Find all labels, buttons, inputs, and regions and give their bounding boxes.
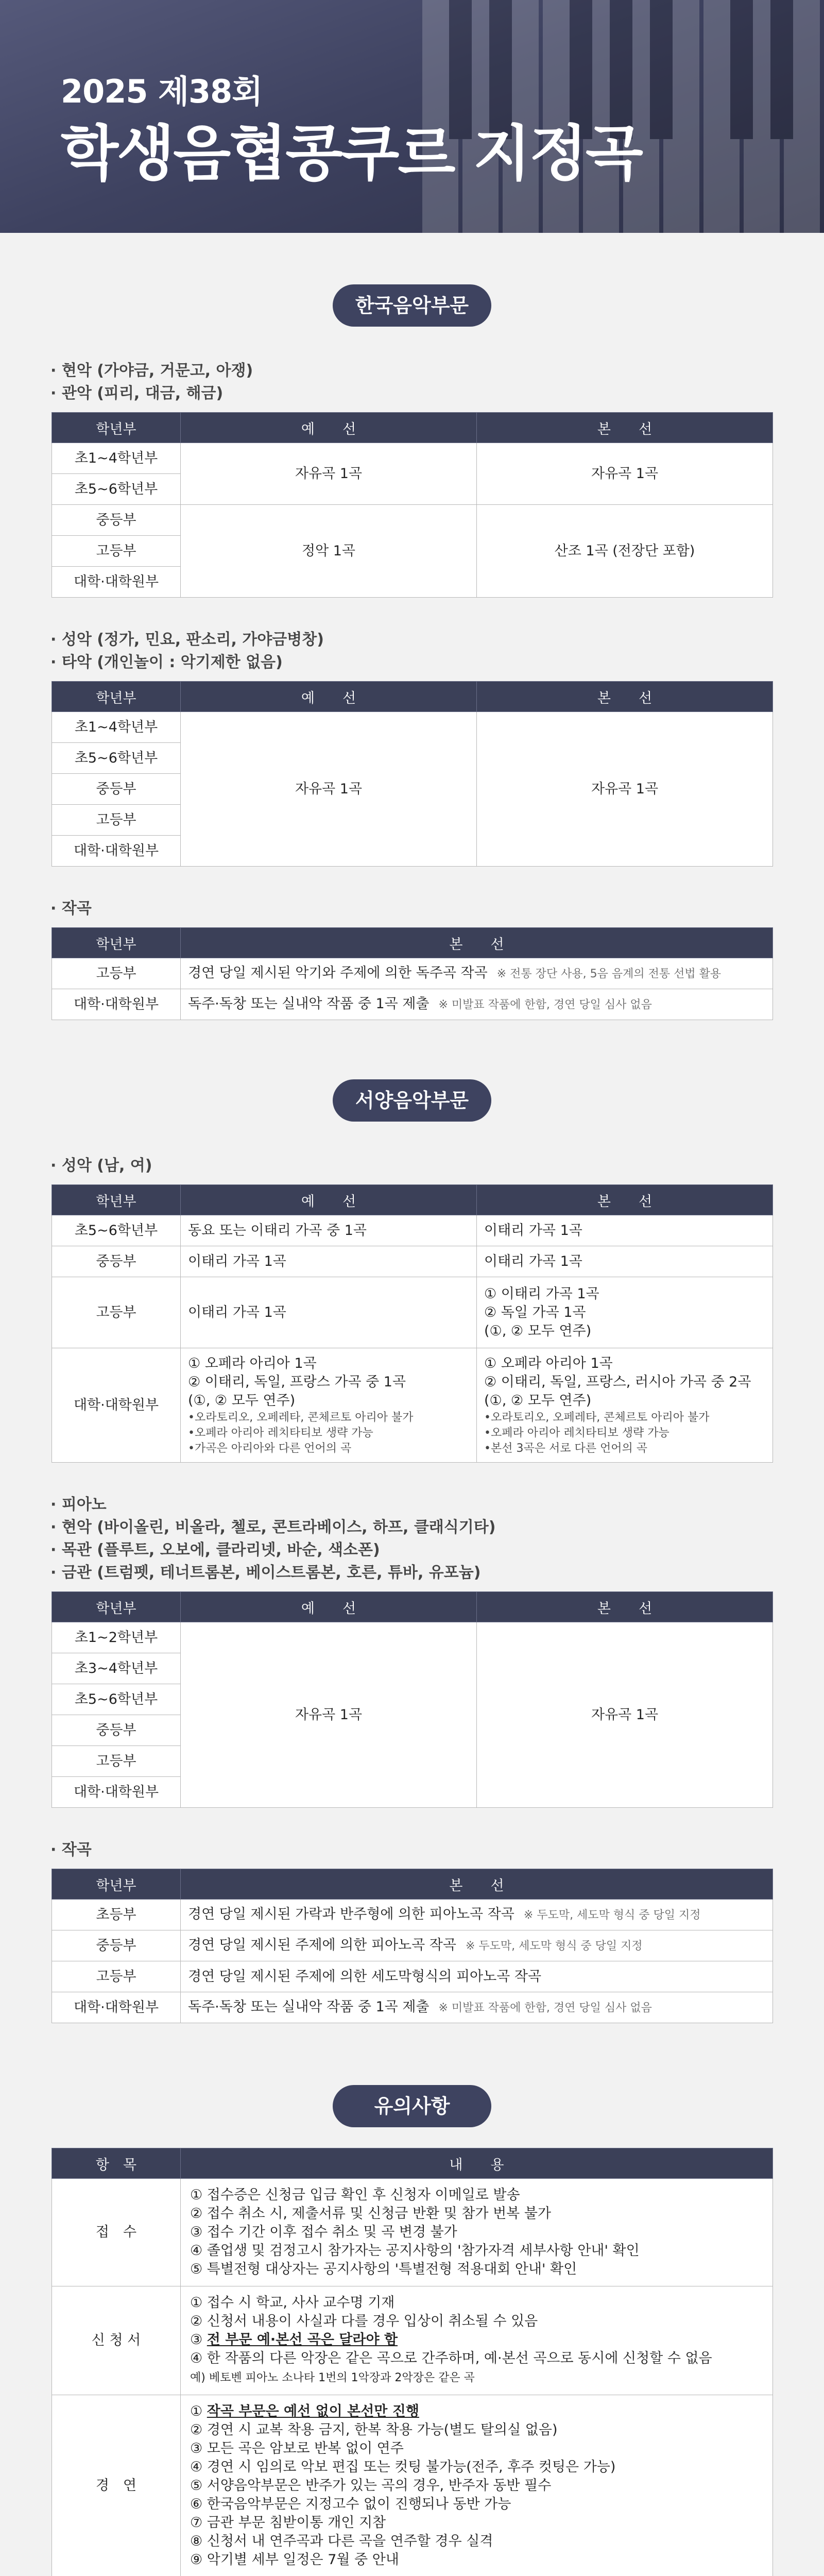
notice-item-number: ⑧ (190, 2533, 207, 2549)
grade-cell: 대학·대학원부 (52, 1777, 181, 1808)
table-header: 예 선 (181, 1185, 477, 1215)
grade-cell: 초5~6학년부 (52, 1684, 181, 1715)
table-row (52, 1961, 773, 1992)
grade-cell: 대학·대학원부 (52, 836, 181, 867)
table-row (52, 2395, 773, 2576)
notice-item-text: 경연 시 임의로 악보 편집 또는 컷팅 불가능(전주, 후주 컷팅은 가능) (207, 2459, 616, 2475)
notice-item-number: ⑥ (190, 2496, 207, 2512)
repertoire-note: • 본선 3곡은 서로 다른 언어의 곡 (484, 1441, 765, 1456)
grade-cell: 중등부 (52, 1715, 181, 1746)
grade-cell: 중등부 (52, 505, 181, 536)
notice-item (190, 2532, 763, 2551)
notice-item-number: ④ (190, 2459, 207, 2475)
hero-banner (0, 0, 824, 233)
table-header: 학년부 (52, 1869, 181, 1900)
table-header: 학년부 (52, 682, 181, 712)
table-header: 예 선 (181, 413, 477, 443)
western-instrument-table (52, 1591, 773, 1808)
repertoire-line: 이태리 가곡 1곡 (188, 1253, 286, 1269)
grade-cell: 초1~2학년부 (52, 1622, 181, 1653)
table-header: 본 선 (477, 682, 773, 712)
repertoire-line: 이태리 가곡 1곡 (188, 1304, 286, 1320)
prelim-cell: 정악 1곡 (181, 505, 477, 598)
repertoire-note: • 오페라 아리아 레치타티보 생략 가능 (188, 1426, 469, 1441)
repertoire-line: ① 오페라 아리아 1곡 (484, 1355, 613, 1371)
composition-cell (181, 958, 773, 989)
table-row (52, 1277, 773, 1348)
category-list (50, 1155, 824, 1177)
notice-category: 접 수 (52, 2179, 181, 2286)
notice-item-number: ③ (190, 2441, 207, 2456)
grade-cell: 중등부 (52, 1246, 181, 1277)
category-label: · 성악 (남, 여) (50, 1155, 824, 1177)
notice-item-number: ② (190, 2313, 207, 2329)
notice-item-number: ④ (190, 2243, 207, 2259)
composition-note: ※ 두도막, 세도막 형식 중 당일 지정 (523, 1908, 701, 1922)
composition-text: 경연 당일 제시된 주제에 의한 세도막형식의 피아노곡 작곡 (188, 1968, 542, 1985)
grade-cell: 초1~4학년부 (52, 443, 181, 474)
notice-item (190, 2242, 763, 2260)
western-composition-table (52, 1869, 773, 2023)
notice-item-text: 졸업생 및 검정고시 참가자는 공지사항의 '참가자격 세부사항 안내' 확인 (207, 2243, 640, 2259)
grade-cell: 고등부 (52, 1277, 181, 1348)
western-vocal-table (52, 1184, 773, 1463)
category-label: · 현악 (가야금, 거문고, 아쟁) (50, 360, 824, 382)
table-header: 예 선 (181, 682, 477, 712)
notice-item (190, 2331, 763, 2349)
repertoire-line: 이태리 가곡 1곡 (484, 1222, 582, 1239)
table-row (52, 1348, 773, 1463)
prelim-cell (181, 1246, 477, 1277)
grade-cell: 대학·대학원부 (52, 989, 181, 1020)
notice-item-text: 악기별 세부 일정은 7월 중 안내 (207, 2552, 399, 2568)
grade-cell: 초1~4학년부 (52, 712, 181, 743)
notice-item-number: ① (190, 2187, 207, 2203)
notice-item-text: 예) 베토벤 피아노 소나타 1번의 1악장과 2악장은 같은 곡 (190, 2371, 475, 2384)
notice-item (190, 2260, 763, 2279)
notice-item-number: ② (190, 2422, 207, 2438)
category-label: · 성악 (정가, 민요, 판소리, 가야금병창) (50, 629, 824, 651)
notice-item-number: ① (190, 2403, 207, 2419)
notice-item (190, 2312, 763, 2331)
grade-cell: 초5~6학년부 (52, 1215, 181, 1246)
repertoire-note: • 오페라 아리아 레치타티보 생략 가능 (484, 1426, 765, 1441)
notice-item-number: ⑤ (190, 2478, 207, 2494)
grade-cell: 고등부 (52, 1746, 181, 1777)
notice-item (190, 2477, 763, 2495)
notice-item-number: ① (190, 2295, 207, 2311)
composition-text: 독주·독창 또는 실내악 작품 중 1곡 제출 (188, 1998, 430, 2015)
category-list (50, 1839, 824, 1861)
table-header: 내 용 (181, 2148, 773, 2179)
korean-vocal-percussion-table (52, 681, 773, 867)
composition-note: ※ 전통 장단 사용, 5음 음계의 전통 선법 활용 (496, 967, 722, 980)
table-row (52, 1992, 773, 2023)
notice-item-text: 특별전형 대상자는 공지사항의 '특별전형 적용대회 안내' 확인 (207, 2261, 577, 2277)
notice-item-text: 신청서 내용이 사실과 다를 경우 입상이 취소될 수 있음 (207, 2313, 538, 2329)
notice-item (190, 2421, 763, 2439)
korean-strings-winds-table (52, 412, 773, 598)
prelim-cell (181, 1215, 477, 1246)
notice-item-text: 신청서 내 연주곡과 다른 곡을 연주할 경우 실격 (207, 2533, 493, 2549)
notice-item (190, 2223, 763, 2242)
table-header: 본 선 (477, 1592, 773, 1622)
repertoire-note: • 오라토리오, 오페레타, 콘체르토 아리아 불가 (484, 1410, 765, 1426)
composition-text: 독주·독창 또는 실내악 작품 중 1곡 제출 (188, 995, 430, 1012)
category-label: · 관악 (피리, 대금, 해금) (50, 382, 824, 405)
table-header: 학년부 (52, 928, 181, 958)
final-cell (477, 1246, 773, 1277)
repertoire-note: • 가곡은 아리아와 다른 언어의 곡 (188, 1441, 469, 1456)
table-header: 항 목 (52, 2148, 181, 2179)
notice-item-text: 접수증은 신청금 입금 확인 후 신청자 이메일로 발송 (207, 2187, 520, 2203)
notice-item-text: 전 부문 예·본선 곡은 달라야 함 (207, 2332, 398, 2348)
category-label: · 타악 (개인놀이 : 악기제한 없음) (50, 651, 824, 674)
final-cell (477, 1277, 773, 1348)
category-label: · 현악 (바이올린, 비올라, 첼로, 콘트라베이스, 하프, 클래식기타) (50, 1516, 824, 1539)
notice-item-text: 한 작품의 다른 악장은 같은 곡으로 간주하며, 예·본선 곡으로 동시에 신청할 수 없음 (207, 2350, 712, 2366)
grade-cell: 고등부 (52, 536, 181, 567)
page-title: 학생음협콩쿠르 지정곡 (61, 119, 642, 189)
notice-item-text: 접수 시 학교, 사사 교수명 기재 (207, 2295, 395, 2311)
category-label: · 작곡 (50, 1839, 824, 1861)
final-cell (477, 1215, 773, 1246)
category-list (50, 897, 824, 920)
prelim-cell: 자유곡 1곡 (181, 1622, 477, 1808)
notice-item-number: ④ (190, 2350, 207, 2366)
category-list (50, 629, 824, 674)
grade-cell: 초5~6학년부 (52, 474, 181, 505)
notice-item-text: 한국음악부문은 지정고수 없이 진행되나 동반 가능 (207, 2496, 511, 2512)
composition-note: ※ 미발표 작품에 한함, 경연 당일 심사 없음 (438, 998, 652, 1011)
repertoire-line: 동요 또는 이태리 가곡 중 1곡 (188, 1222, 367, 1239)
korean-composition-table (52, 927, 773, 1020)
notice-item-text: 금관 부문 침받이통 개인 지참 (207, 2515, 386, 2531)
final-cell: 자유곡 1곡 (477, 1622, 773, 1808)
table-row (52, 1246, 773, 1277)
grade-cell: 고등부 (52, 805, 181, 836)
notice-item (190, 2402, 763, 2421)
notice-item (190, 2205, 763, 2223)
composition-cell (181, 1930, 773, 1961)
table-header: 본 선 (477, 1185, 773, 1215)
composition-text: 경연 당일 제시된 주제에 의한 피아노곡 작곡 (188, 1937, 456, 1953)
contest-edition: 2025 제38회 (61, 73, 263, 110)
notice-item (190, 2349, 763, 2368)
grade-cell: 고등부 (52, 958, 181, 989)
grade-cell: 초등부 (52, 1900, 181, 1930)
notice-item-text: 접수 기간 이후 접수 취소 및 곡 변경 불가 (207, 2224, 457, 2240)
prelim-cell: 자유곡 1곡 (181, 712, 477, 867)
notice-item-number: ③ (190, 2332, 207, 2348)
table-row (52, 1215, 773, 1246)
category-list (50, 360, 824, 405)
table-header: 학년부 (52, 413, 181, 443)
composition-text: 경연 당일 제시된 악기와 주제에 의한 독주곡 작곡 (188, 964, 488, 981)
notice-category: 경 연 (52, 2395, 181, 2576)
notice-item-text: 작곡 부문은 예선 없이 본선만 진행 (207, 2403, 419, 2419)
repertoire-line: (①, ② 모두 연주) (188, 1392, 296, 1409)
section-title-korean: 한국음악부문 (333, 284, 491, 327)
composition-cell (181, 1961, 773, 1992)
composition-note: ※ 미발표 작품에 한함, 경연 당일 심사 없음 (438, 2001, 652, 2014)
final-cell (477, 1348, 773, 1463)
repertoire-line: ① 이태리 가곡 1곡 (484, 1285, 599, 1302)
repertoire-line: (①, ② 모두 연주) (484, 1392, 592, 1409)
composition-cell (181, 1992, 773, 2023)
grade-cell: 대학·대학원부 (52, 567, 181, 598)
grade-cell: 대학·대학원부 (52, 1992, 181, 2023)
notice-content (181, 2286, 773, 2395)
notice-item (190, 2368, 763, 2387)
repertoire-line: ② 이태리, 독일, 프랑스 가곡 중 1곡 (188, 1374, 406, 1390)
notice-category: 신 청 서 (52, 2286, 181, 2395)
table-header: 본 선 (477, 413, 773, 443)
notice-item (190, 2294, 763, 2312)
grade-cell: 초5~6학년부 (52, 743, 181, 774)
table-row (52, 2286, 773, 2395)
notice-item (190, 2439, 763, 2458)
composition-text: 경연 당일 제시된 가락과 반주형에 의한 피아노곡 작곡 (188, 1906, 514, 1922)
notice-item-text: 접수 취소 시, 제출서류 및 신청금 반환 및 참가 번복 불가 (207, 2206, 552, 2222)
notice-item-text: 서양음악부문은 반주가 있는 곡의 경우, 반주자 동반 필수 (207, 2478, 552, 2494)
notice-item-number: ⑨ (190, 2552, 207, 2568)
notice-item-text: 모든 곡은 암보로 반복 없이 연주 (207, 2441, 404, 2456)
table-header: 학년부 (52, 1185, 181, 1215)
grade-cell: 초3~4학년부 (52, 1653, 181, 1684)
category-label: · 피아노 (50, 1494, 824, 1516)
notice-item-number: ② (190, 2206, 207, 2222)
section-title-western: 서양음악부문 (333, 1079, 491, 1122)
composition-cell (181, 989, 773, 1020)
repertoire-line: 이태리 가곡 1곡 (484, 1253, 582, 1269)
section-title-notice: 유의사항 (333, 2085, 491, 2127)
final-cell: 자유곡 1곡 (477, 443, 773, 505)
category-label: · 금관 (트럼펫, 테너트롬본, 베이스트롬본, 호른, 튜바, 유포늄) (50, 1562, 824, 1584)
composition-note: ※ 두도막, 세도막 형식 중 당일 지정 (465, 1939, 643, 1953)
notice-content (181, 2395, 773, 2576)
notice-item-number: ⑤ (190, 2261, 207, 2277)
grade-cell: 중등부 (52, 1930, 181, 1961)
repertoire-line: ① 오페라 아리아 1곡 (188, 1355, 317, 1371)
notice-item (190, 2495, 763, 2514)
table-row (52, 2179, 773, 2286)
grade-cell: 중등부 (52, 774, 181, 805)
category-label: · 목관 (플루트, 오보에, 클라리넷, 바순, 색소폰) (50, 1539, 824, 1562)
notice-content (181, 2179, 773, 2286)
grade-cell: 대학·대학원부 (52, 1348, 181, 1463)
notice-item (190, 2458, 763, 2477)
table-header: 예 선 (181, 1592, 477, 1622)
notice-item-number: ⑦ (190, 2515, 207, 2531)
composition-cell (181, 1900, 773, 1930)
table-row (52, 1930, 773, 1961)
notice-item-number: ③ (190, 2224, 207, 2240)
grade-cell: 고등부 (52, 1961, 181, 1992)
table-header: 학년부 (52, 1592, 181, 1622)
table-header: 본 선 (181, 928, 773, 958)
final-cell: 산조 1곡 (전장단 포함) (477, 505, 773, 598)
table-row (52, 1900, 773, 1930)
repertoire-line: ② 이태리, 독일, 프랑스, 러시아 가곡 중 2곡 (484, 1374, 751, 1390)
prelim-cell (181, 1348, 477, 1463)
repertoire-line: (①, ② 모두 연주) (484, 1323, 592, 1339)
prelim-cell: 자유곡 1곡 (181, 443, 477, 505)
notice-item-text: 경연 시 교복 착용 금지, 한복 착용 가능(별도 탈의실 없음) (207, 2422, 558, 2438)
final-cell: 자유곡 1곡 (477, 712, 773, 867)
category-list (50, 1494, 824, 1584)
repertoire-line: ② 독일 가곡 1곡 (484, 1304, 586, 1320)
notice-item (190, 2551, 763, 2569)
notice-item (190, 2514, 763, 2532)
table-header: 본 선 (181, 1869, 773, 1900)
repertoire-note: • 오라토리오, 오페레타, 콘체르토 아리아 불가 (188, 1410, 469, 1426)
category-label: · 작곡 (50, 897, 824, 920)
notice-item (190, 2186, 763, 2205)
prelim-cell (181, 1277, 477, 1348)
notice-table (52, 2148, 773, 2576)
